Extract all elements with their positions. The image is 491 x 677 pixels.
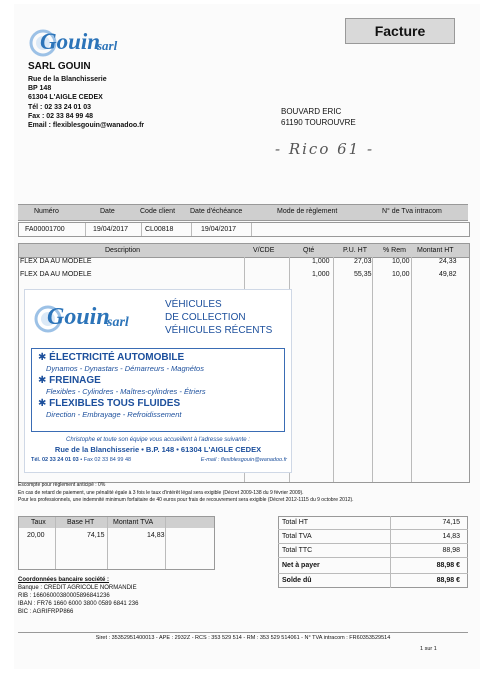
footer-legal: Siret : 35352951400013 - APE : 2932Z - RCS : 353 529 514 - RM : 353 529 514061 - N° TVA intracom : FR60353529514 <box>18 632 468 641</box>
ad-service-2-items: Flexibles - Cylindres - Maîtres-cylindres - Étriers <box>46 387 206 396</box>
label-code-client: Code client <box>140 208 176 215</box>
value-numero: FA00001700 <box>25 226 65 233</box>
col-description: Description <box>105 247 141 254</box>
company-address3: 61304 L'AIGLE CEDEX <box>28 94 103 102</box>
totals-block <box>278 516 468 588</box>
company-address2: BP 148 <box>28 85 52 93</box>
label-numero: Numéro <box>34 208 59 215</box>
ad-tel: Tél. 02 33 24 01 03 <box>31 457 79 463</box>
invoice-header-labels <box>18 204 468 221</box>
document-type: Facture <box>345 18 455 44</box>
bank-iban: IBAN : FR76 1660 6000 3800 0589 6841 236 <box>18 601 139 607</box>
advertisement-card <box>24 289 292 473</box>
page-number: 1 sur 1 <box>420 646 437 652</box>
bank-details <box>18 576 238 616</box>
line-montant: 49,82 <box>439 271 457 278</box>
solde-du-row: Solde dû 88,98 € <box>282 577 460 584</box>
tva-value-montant: 14,83 <box>147 532 165 539</box>
col-qte: Qté <box>303 247 315 254</box>
value-echeance: 19/04/2017 <box>201 226 237 233</box>
line-qte: 1,000 <box>312 271 330 278</box>
ad-logo-sarl: sarl <box>107 315 129 330</box>
note-penalite: En cas de retard de paiement, une pénalité égale à 3 fois le taux d'intérêt légal sera exigible (Décret 2009-138 du 9 février 2009). <box>18 489 304 496</box>
tva-label-base: Base HT <box>67 519 95 526</box>
label-tva-intracom: N° de Tva intracom <box>382 208 442 215</box>
line-rem: 10,00 <box>392 271 410 278</box>
total-tva-row: Total TVA 14,83 <box>282 533 460 540</box>
ad-headline-2: DE COLLECTION <box>165 312 246 323</box>
total-ttc-row: Total TTC 88,98 <box>282 547 460 554</box>
tva-summary <box>18 516 215 570</box>
ad-contact <box>31 456 287 464</box>
ad-service-2-title: ✱ FREINAGE <box>38 375 101 386</box>
net-a-payer-row: Net à payer 88,98 € <box>282 562 460 569</box>
recipient-city: 61190 TOUROUVRE <box>281 118 356 127</box>
recipient-name: BOUVARD ERIC <box>281 107 342 116</box>
tva-value-base: 74,15 <box>87 532 105 539</box>
bank-title: Coordonnées bancaire société : <box>18 577 110 583</box>
line-qte: 1,000 <box>312 258 330 265</box>
company-email: Email : flexiblesgouin@wanadoo.fr <box>28 122 145 130</box>
line-montant: 24,33 <box>439 258 457 265</box>
ad-headline-1: VÉHICULES <box>165 299 222 310</box>
ad-headline <box>165 298 272 337</box>
value-date: 19/04/2017 <box>93 226 129 233</box>
line-description: FLEX DA AU MODELE <box>20 258 92 265</box>
company-name: SARL GOUIN <box>28 61 91 72</box>
handwritten-note: - Rico 61 - <box>275 140 375 158</box>
ad-address: Rue de la Blanchisserie • B.P. 148 • 61304 L'AIGLE CEDEX <box>54 445 262 454</box>
company-fax: Fax : 02 33 84 99 48 <box>28 112 93 120</box>
line-pu: 27,03 <box>354 258 372 265</box>
sender-block <box>28 61 228 130</box>
line-pu: 55,35 <box>354 271 372 278</box>
ad-headline-3: VÉHICULES RÉCENTS <box>165 325 273 336</box>
total-ht-row: Total HT 74,15 <box>282 519 460 526</box>
ad-logo-text: Gouin <box>47 304 110 330</box>
bank-rib: RIB : 16606000380005896841236 <box>18 593 110 599</box>
note-indemnite: Pour les professionnels, une indemnité minimum forfaitaire de 40 euros pour frais de recouvrement sera exigible (Décret 2012-1115 du 9 octobre 2012). <box>18 497 354 503</box>
tva-value-taux: 20,00 <box>27 532 45 539</box>
ad-welcome: Christophe et toute son équipe vous accueillent à l'adresse suivante : <box>66 437 250 443</box>
col-pu: P.U. HT <box>343 247 367 254</box>
line-rem: 10,00 <box>392 258 410 265</box>
ad-service-3-title: ✱ FLEXIBLES TOUS FLUIDES <box>38 398 181 409</box>
ad-fax: • Fax 02 33 84 99 48 <box>80 457 132 463</box>
lines-header <box>18 243 470 258</box>
label-mode-reglement: Mode de règlement <box>277 208 338 215</box>
company-tel: Tél : 02 33 24 01 03 <box>28 103 92 111</box>
invoice-header-values <box>18 222 470 237</box>
bank-bic: BIC : AGRIFRPP866 <box>18 609 74 615</box>
ad-email: E-mail : flexiblesgouin@wanadoo.fr <box>200 457 287 463</box>
company-logo <box>28 26 128 60</box>
label-date: Date <box>100 208 115 215</box>
line-description: FLEX DA AU MODELE <box>20 271 92 278</box>
ad-service-3-items: Direction - Embrayage - Refroidissement <box>46 410 182 419</box>
value-code-client: CL00818 <box>145 226 174 233</box>
recipient-block <box>281 106 461 128</box>
bank-name: Banque : CREDIT AGRICOLE NORMANDIE <box>18 585 137 591</box>
tva-label-montant: Montant TVA <box>113 519 154 526</box>
ad-service-1-title: ✱ ÉLECTRICITÉ AUTOMOBILE <box>38 352 185 363</box>
table-row <box>20 271 468 282</box>
col-rem: % Rem <box>383 247 406 254</box>
logo-text: Gouin <box>40 29 101 54</box>
table-row <box>20 258 468 269</box>
tva-label-taux: Taux <box>31 519 46 526</box>
logo-sarl: sarl <box>97 38 118 53</box>
col-montant: Montant HT <box>417 247 454 254</box>
note-escompte: Escompte pour règlement anticipé : 0% <box>18 482 106 488</box>
label-echeance: Date d'échéance <box>190 208 243 215</box>
ad-services <box>31 348 285 432</box>
ad-service-1-items: Dynamos - Dynastars - Démarreurs - Magnétos <box>46 364 204 373</box>
company-address1: Rue de la Blanchisserie <box>28 76 107 83</box>
payment-notes <box>18 482 468 505</box>
col-vcde: V/CDE <box>253 247 275 254</box>
